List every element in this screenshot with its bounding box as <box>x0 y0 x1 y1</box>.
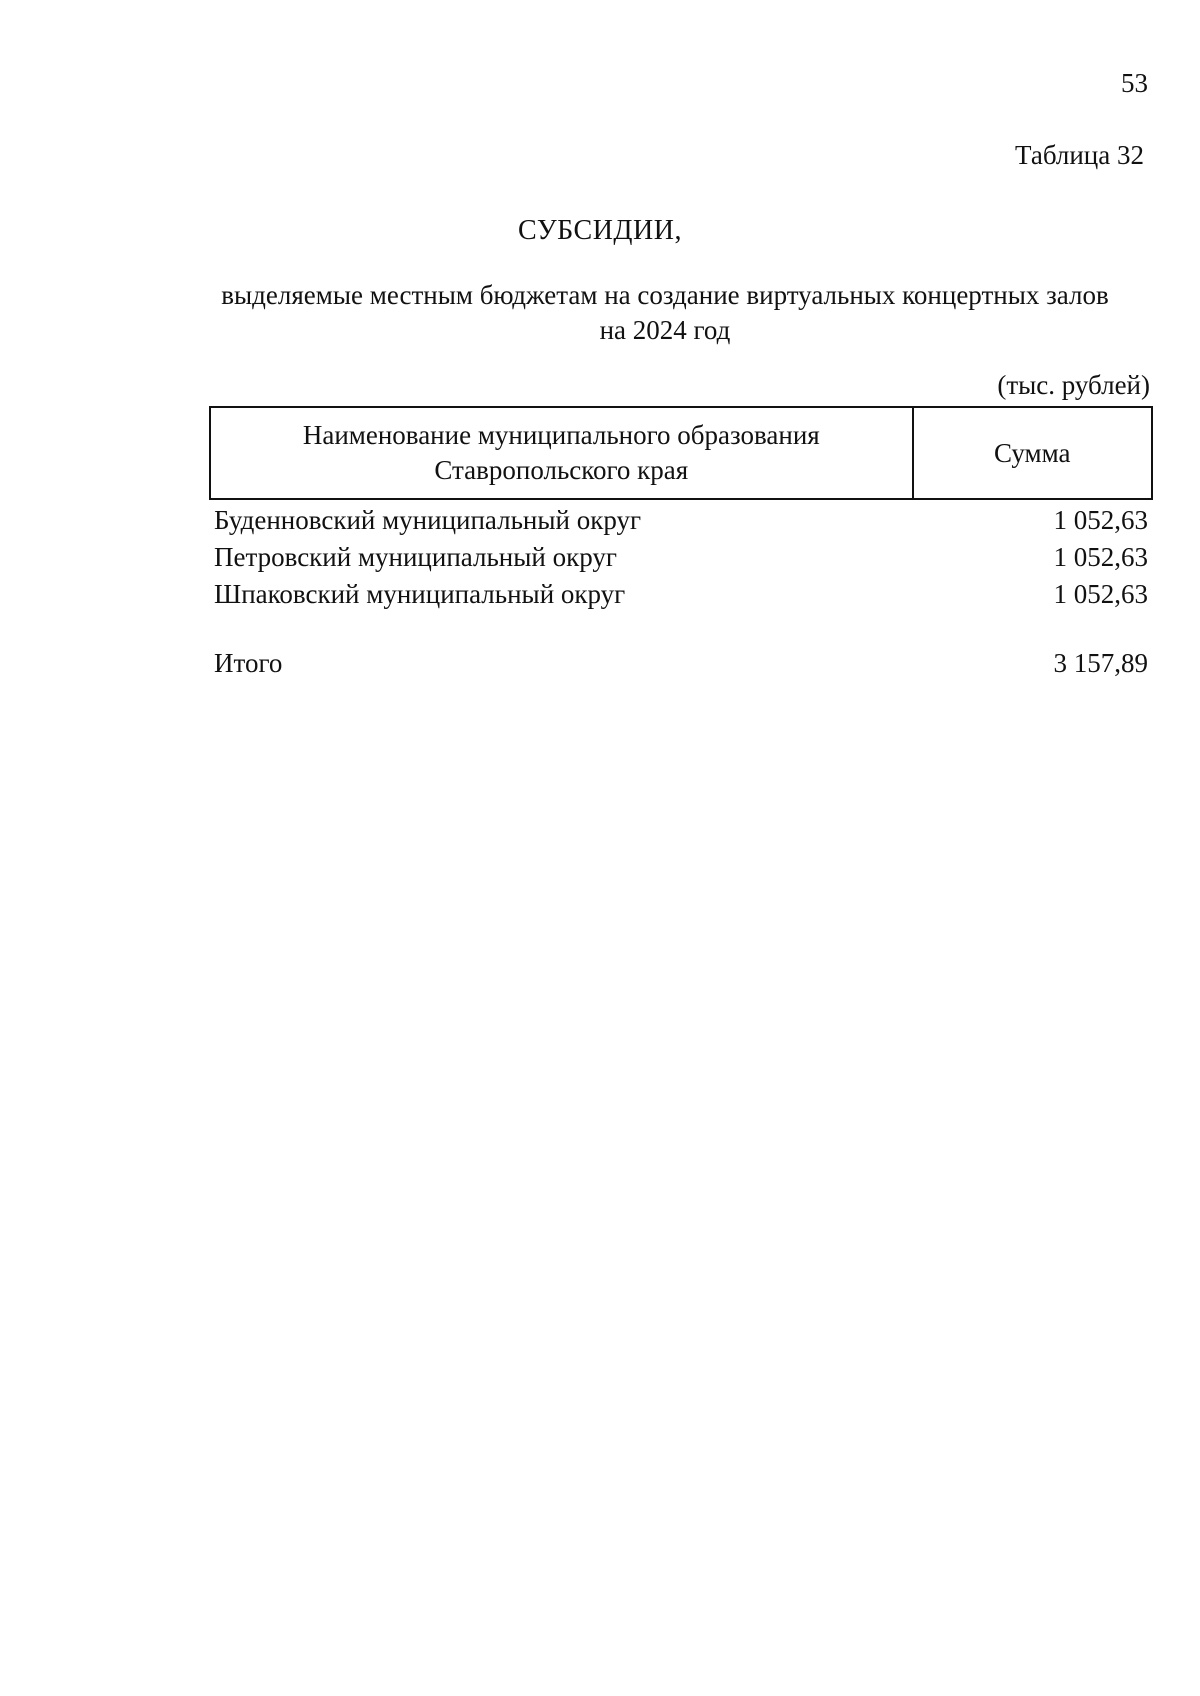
row-municipality: Шпаковский муниципальный округ <box>214 579 626 609</box>
row-sum: 1 052,63 <box>1053 505 1148 535</box>
row-sum: 1 052,63 <box>1053 579 1148 609</box>
header-sum: Сумма <box>913 407 1152 499</box>
table-row <box>210 499 1152 539</box>
total-sum: 3 157,89 <box>1053 648 1148 678</box>
row-municipality: Буденновский муниципальный округ <box>214 505 642 535</box>
table-row <box>210 576 1152 613</box>
row-sum: 1 052,63 <box>1053 542 1148 572</box>
total-label: Итого <box>214 648 283 678</box>
row-municipality: Петровский муниципальный округ <box>214 542 617 572</box>
header-municipality: Наименование муниципального образования Ставропольского края <box>210 407 913 499</box>
document-title: СУБСИДИИ, <box>518 215 682 246</box>
table-header-row <box>210 407 1152 499</box>
subsidies-table <box>209 406 1153 682</box>
page-number: 53 <box>1121 68 1148 98</box>
spacer-row <box>210 613 1152 645</box>
total-row <box>210 645 1152 682</box>
table-row <box>210 539 1152 576</box>
table-label: Таблица 32 <box>1015 140 1144 170</box>
document-subtitle: выделяемые местным бюджетам на создание виртуальных концертных залов на 2024 год <box>221 280 1109 345</box>
units-note: (тыс. рублей) <box>997 370 1150 400</box>
